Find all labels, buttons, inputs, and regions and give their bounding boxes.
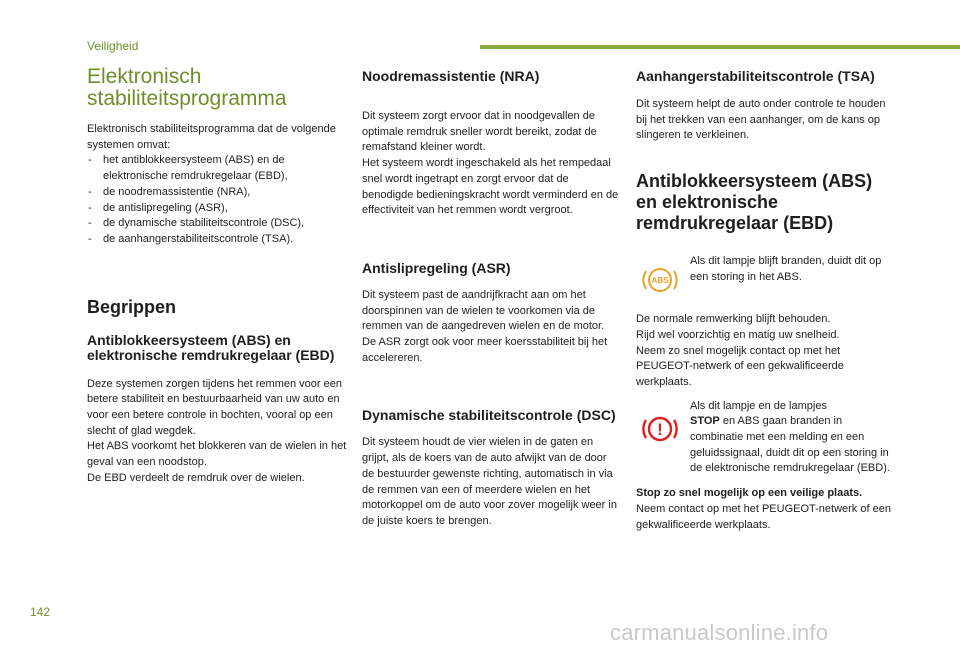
stop-lamp-text <box>690 399 892 478</box>
abs-definition-heading: Antiblokkeersysteem (ABS) en elektronische remdrukregelaar (EBD) <box>87 331 335 363</box>
brake-lamp-row <box>636 399 892 478</box>
dsc-heading: Dynamische stabiliteitscontrole (DSC) <box>362 407 616 424</box>
nra-heading: Noodremassistentie (NRA) <box>362 68 540 84</box>
list-item: - het antiblokkeersysteem (ABS) en de elektronische remdrukregelaar (EBD), <box>87 153 349 184</box>
esp-intro: Elektronisch stabiliteitsprogramma dat de volgende systemen omvat: <box>87 123 336 151</box>
column-middle <box>362 66 620 530</box>
nra-text: Dit systeem zorgt ervoor dat in noodgevallen de optimale remdruk sneller wordt bereikt, zodat de remafstand kleiner wordt. Het systeem wordt ingeschakeld als het rempedaal snel wordt ingetrapt en zorgt ervoor dat de benodigde bedieningskracht wordt verminderd en de effectiviteit van het remmen wordt vergroot. <box>362 110 619 217</box>
asr-heading: Antislipregeling (ASR) <box>362 259 511 276</box>
stop-contact-text: Neem contact op met het PEUGEOT-netwerk of een gekwalificeerde werkplaats. <box>636 502 891 531</box>
tsa-heading: Aanhangerstabiliteitscontrole (TSA) <box>636 68 875 84</box>
tsa-text: Dit systeem helpt de auto onder controle te houden bij het trekken van een aanhanger, om de kans op slingeren te verkleinen. <box>636 98 886 142</box>
header-accent-bar <box>480 45 960 49</box>
stop-safely-text: Stop zo snel mogelijk op een veilige plaats. <box>636 487 863 500</box>
column-right <box>636 66 892 533</box>
abs-lamp-row <box>636 254 892 300</box>
abs-definition-text: Deze systemen zorgen tijdens het remmen voor een betere stabiliteit en bestuurbaarheid van uw auto en voor een betere controle in bochten, vooral op een slecht of glad wegdek. Het ABS voorkomt het blokkeren van de wielen in het geval van een noodstop. De EBD verdeelt de remdruk over de wielen. <box>87 377 347 484</box>
begrippen-heading: Begrippen <box>87 296 177 317</box>
watermark: carmanualsonline.info <box>610 620 829 645</box>
stop-word: STOP <box>690 415 720 428</box>
asr-text: Dit systeem past de aandrijfkracht aan om het doorspinnen van de wielen te voorkomen via de remmen van de aangedreven wielen en de motor. De ASR zorgt ook voor meer koersstabiliteit bij het accelereren. <box>362 288 608 364</box>
column-left <box>87 66 349 487</box>
stop-lamp-text-after: en ABS gaan branden in combinatie met een melding en een geluidssignaal, duidt dit op een storing in de elektronische remdrukregelaar (EBD). <box>690 415 890 475</box>
esp-system-list <box>87 153 349 247</box>
abs-lamp-text: Als dit lampje blijft branden, duidt dit op een storing in het ABS. <box>690 255 882 283</box>
list-item: - de dynamische stabiliteitscontrole (DSC), <box>87 216 349 232</box>
section-label: Veiligheid <box>87 39 139 53</box>
list-item: - de aanhangerstabiliteitscontrole (TSA). <box>87 232 349 248</box>
abs-normal-text: De normale remwerking blijft behouden. Rijd wel voorzichtig en matig uw snelheid. Neem zo snel mogelijk contact op met het PEUGEOT-netwerk of een gekwalificeerde werkplaats. <box>636 313 844 388</box>
list-item: - de antislipregeling (ASR), <box>87 201 349 217</box>
page-title: Elektronisch stabiliteitsprogramma <box>87 65 287 110</box>
brake-icon-label: ! <box>657 419 663 439</box>
abs-warning-icon <box>640 260 680 300</box>
list-item: - de noodremassistentie (NRA), <box>87 185 349 201</box>
stop-lamp-text-before: Als dit lampje en de lampjes <box>690 399 827 412</box>
abs-icon-label: ABS <box>651 276 669 286</box>
abs-ebd-heading: Antiblokkeersysteem (ABS) en elektronische remdrukregelaar (EBD) <box>636 171 873 234</box>
dsc-text: Dit systeem houdt de vier wielen in de gaten en grijpt, als de koers van de auto afwijkt van de door de bestuurder gewenste richting, automatisch in via de remmen van een of meerdere wielen en het motorkoppel om de auto voor zover mogelijk weer in de juiste koers te brengen. <box>362 436 617 527</box>
brake-warning-icon <box>640 409 680 449</box>
page-number: 142 <box>30 605 51 619</box>
